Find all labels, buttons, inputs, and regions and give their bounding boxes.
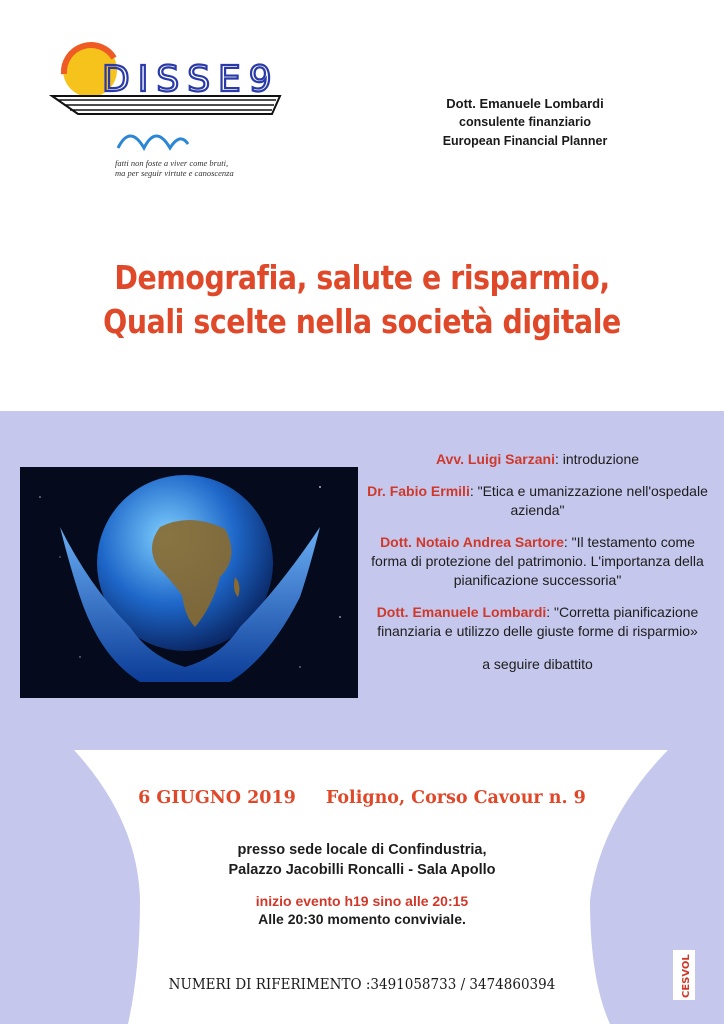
organizer-name: Dott. Emanuele Lombardi <box>446 96 604 111</box>
speakers-list <box>365 450 710 674</box>
speaker-item <box>365 533 710 590</box>
event-dinner: Alle 20:30 momento conviviale. <box>258 911 466 927</box>
speaker-name: Dott. Notaio Andrea Sartore <box>380 534 564 550</box>
logo-motto: fatti non foste a viver come bruti, ma per seguir virtute e canoscenza <box>115 158 234 178</box>
event-date-place <box>0 788 724 808</box>
organizer-role: consulente finanziario <box>459 115 591 129</box>
event-date: 6 GIUGNO 2019 <box>138 788 296 808</box>
logo-wordmark: DISSE9 <box>102 59 280 100</box>
speaker-item <box>365 482 710 520</box>
speaker-name: Dr. Fabio Ermili <box>367 483 470 499</box>
speaker-topic: : "Etica e umanizzazione nell'ospedale azienda" <box>469 483 708 518</box>
event-place: Foligno, Corso Cavour n. 9 <box>325 788 586 808</box>
organizer-contact <box>400 94 650 151</box>
cesvol-logo <box>673 950 695 1000</box>
speaker-item <box>365 450 710 469</box>
svg-text:CESVOL: CESVOL <box>681 954 692 998</box>
wave-shape <box>118 136 188 148</box>
event-times <box>0 892 724 928</box>
speaker-topic: : introduzione <box>554 451 640 467</box>
after-note: a seguire dibattito <box>482 656 593 672</box>
event-title: Demografia, salute e risparmio, Quali scelte nella società digitale <box>103 258 621 341</box>
globe-in-hands-image <box>20 467 358 698</box>
event-venue: presso sede locale di Confindustria, Palazzo Jacobilli Roncalli - Sala Apollo <box>228 842 496 878</box>
speaker-name: Avv. Luigi Sarzani <box>435 451 555 467</box>
speaker-topic: : "Corretta pianificazione finanziaria e utilizzo delle giuste forme di risparmio» <box>377 604 699 639</box>
speaker-name: Dott. Emanuele Lombardi <box>376 604 547 620</box>
speaker-item <box>365 603 710 641</box>
speaker-topic: : "Il testamento come forma di protezione del patrimonio. L'importanza della pianificazione successoria" <box>371 534 704 588</box>
reference-numbers: NUMERI DI RIFERIMENTO :3491058733 / 3474860394 <box>168 975 556 993</box>
organizer-title: European Financial Planner <box>442 134 608 148</box>
event-start: inizio evento h19 sino alle 20:15 <box>255 893 469 909</box>
